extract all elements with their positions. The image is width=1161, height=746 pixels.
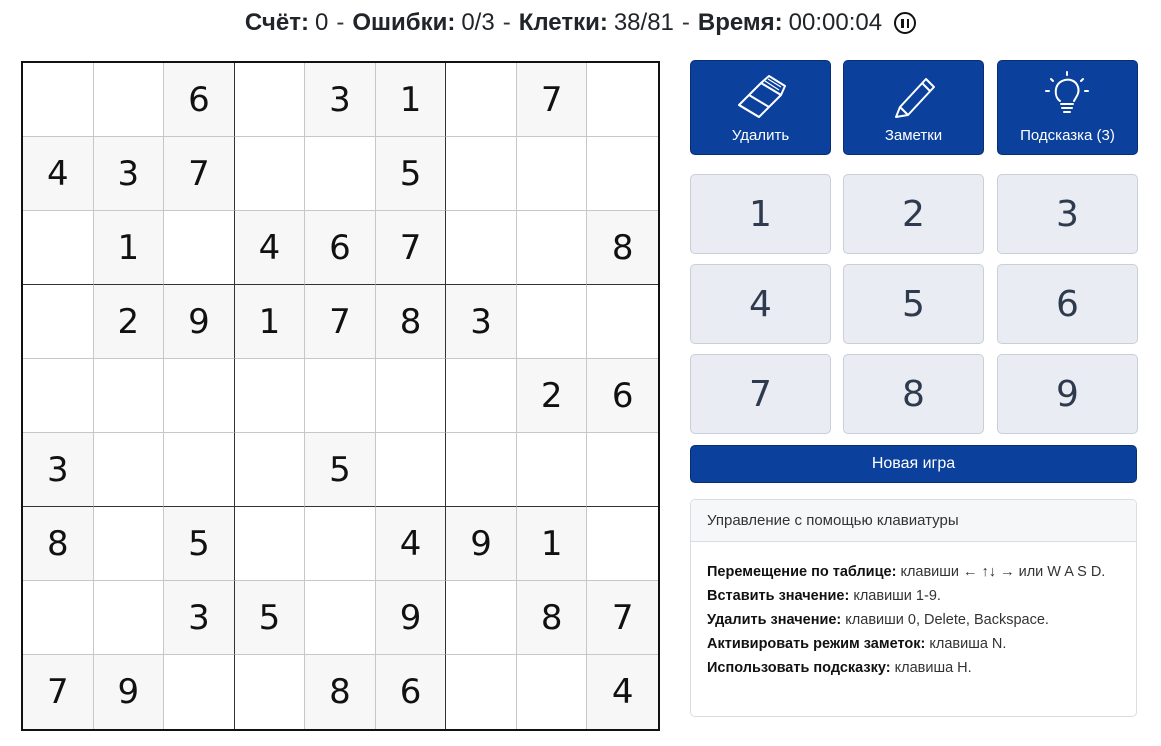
number-9-button[interactable]: 9 <box>997 354 1138 434</box>
sudoku-cell[interactable] <box>235 433 306 507</box>
sudoku-cell[interactable]: 8 <box>587 211 658 285</box>
time-value: 00:00:04 <box>788 9 883 36</box>
sudoku-cell[interactable]: 1 <box>94 211 165 285</box>
separator: - <box>681 9 690 36</box>
sudoku-cell[interactable] <box>517 211 588 285</box>
pencil-icon <box>888 71 940 121</box>
sudoku-cell[interactable]: 4 <box>376 507 447 581</box>
sudoku-cell[interactable] <box>235 137 306 211</box>
sudoku-cell[interactable] <box>446 137 517 211</box>
sudoku-cell[interactable] <box>587 285 658 359</box>
sudoku-cell[interactable]: 3 <box>446 285 517 359</box>
sudoku-cell[interactable]: 2 <box>94 285 165 359</box>
sudoku-cell[interactable] <box>305 507 376 581</box>
sudoku-cell[interactable]: 1 <box>517 507 588 581</box>
help-line-move <box>707 560 1120 584</box>
sudoku-cell[interactable] <box>164 359 235 433</box>
help-line-hint <box>707 656 1120 680</box>
sudoku-cell[interactable]: 6 <box>587 359 658 433</box>
sudoku-board <box>21 61 660 731</box>
sudoku-cell[interactable]: 5 <box>235 581 306 655</box>
sudoku-cell[interactable] <box>376 359 447 433</box>
sudoku-cell[interactable]: 8 <box>376 285 447 359</box>
score-label: Счёт: <box>244 9 309 36</box>
sudoku-cell[interactable] <box>517 433 588 507</box>
sudoku-cell[interactable] <box>305 137 376 211</box>
sudoku-cell[interactable] <box>446 581 517 655</box>
sudoku-cell[interactable] <box>23 285 94 359</box>
help-line-insert <box>707 584 1120 608</box>
sudoku-cell[interactable]: 9 <box>94 655 165 729</box>
sudoku-cell[interactable]: 4 <box>235 211 306 285</box>
sudoku-cell[interactable]: 4 <box>587 655 658 729</box>
sudoku-cell[interactable] <box>305 581 376 655</box>
sudoku-cell[interactable] <box>23 359 94 433</box>
sudoku-cell[interactable] <box>587 63 658 137</box>
separator: - <box>502 9 511 36</box>
errors-label: Ошибки: <box>352 9 456 36</box>
sudoku-cell[interactable]: 9 <box>164 285 235 359</box>
sudoku-cell[interactable]: 7 <box>305 285 376 359</box>
sudoku-cell[interactable] <box>94 359 165 433</box>
sudoku-cell[interactable] <box>164 433 235 507</box>
help-move-label: Перемещение по таблице: <box>707 564 897 580</box>
sudoku-cell[interactable] <box>517 137 588 211</box>
sudoku-cell[interactable]: 6 <box>164 63 235 137</box>
help-insert-label: Вставить значение: <box>707 588 850 604</box>
sudoku-cell[interactable] <box>23 211 94 285</box>
hint-button[interactable] <box>997 60 1138 155</box>
sudoku-cell[interactable]: 5 <box>164 507 235 581</box>
sudoku-cell[interactable] <box>446 359 517 433</box>
keyboard-help-card <box>690 499 1137 717</box>
sudoku-cell[interactable]: 5 <box>376 137 447 211</box>
number-5-button[interactable]: 5 <box>843 264 984 344</box>
sudoku-cell[interactable]: 4 <box>23 137 94 211</box>
sudoku-cell[interactable] <box>235 507 306 581</box>
sudoku-cell[interactable]: 7 <box>23 655 94 729</box>
sudoku-cell[interactable] <box>305 359 376 433</box>
help-line-delete <box>707 608 1120 632</box>
number-4-button[interactable]: 4 <box>690 264 831 344</box>
sudoku-cell[interactable] <box>94 433 165 507</box>
sudoku-cell[interactable] <box>94 63 165 137</box>
help-delete-text: клавиши 0, Delete, Backspace. <box>845 612 1049 628</box>
sudoku-cell[interactable] <box>517 655 588 729</box>
sudoku-cell[interactable] <box>164 655 235 729</box>
sudoku-cell[interactable]: 9 <box>446 507 517 581</box>
sudoku-cell[interactable]: 1 <box>376 63 447 137</box>
sudoku-cell[interactable]: 8 <box>23 507 94 581</box>
sudoku-cell[interactable]: 7 <box>376 211 447 285</box>
sudoku-cell[interactable] <box>376 433 447 507</box>
sudoku-cell[interactable]: 3 <box>164 581 235 655</box>
notes-label: Заметки <box>884 127 943 144</box>
sudoku-cell[interactable] <box>446 211 517 285</box>
pause-circle-icon[interactable] <box>894 12 916 34</box>
keyboard-help-body <box>691 542 1136 680</box>
erase-label: Удалить <box>731 127 790 144</box>
eraser-icon <box>735 71 787 121</box>
cells-value: 38/81 <box>613 9 674 36</box>
sudoku-cell[interactable]: 5 <box>305 433 376 507</box>
sudoku-cell[interactable] <box>23 581 94 655</box>
sudoku-cell[interactable] <box>94 581 165 655</box>
sudoku-cell[interactable]: 6 <box>376 655 447 729</box>
sudoku-cell[interactable]: 7 <box>587 581 658 655</box>
hint-label: Подсказка (3) <box>1020 127 1115 144</box>
number-7-button[interactable]: 7 <box>690 354 831 434</box>
sudoku-cell[interactable] <box>446 655 517 729</box>
help-move-text: клавиши ← ↑↓ → или W A S D. <box>900 564 1106 580</box>
sudoku-cell[interactable]: 7 <box>517 63 588 137</box>
sudoku-cell[interactable]: 6 <box>305 211 376 285</box>
sudoku-cell[interactable]: 3 <box>94 137 165 211</box>
sudoku-cell[interactable]: 3 <box>23 433 94 507</box>
sudoku-cell[interactable] <box>587 433 658 507</box>
help-hint-text: клавиша H. <box>894 660 972 676</box>
number-6-button[interactable]: 6 <box>997 264 1138 344</box>
separator: - <box>336 9 345 36</box>
sudoku-cell[interactable] <box>235 63 306 137</box>
errors-value: 0/3 <box>461 9 495 36</box>
notes-button[interactable] <box>843 60 984 155</box>
sudoku-cell[interactable]: 9 <box>376 581 447 655</box>
sudoku-cell[interactable]: 8 <box>517 581 588 655</box>
lightbulb-icon <box>1042 71 1094 121</box>
number-8-button[interactable]: 8 <box>843 354 984 434</box>
status-bar <box>0 4 1161 42</box>
help-insert-text: клавиши 1-9. <box>853 588 941 604</box>
help-hint-label: Использовать подсказку: <box>707 660 891 676</box>
number-2-button[interactable]: 2 <box>843 174 984 254</box>
new-game-button[interactable]: Новая игра <box>690 445 1137 483</box>
sudoku-cell[interactable] <box>587 137 658 211</box>
sudoku-cell[interactable]: 8 <box>305 655 376 729</box>
keyboard-help-title: Управление с помощью клавиатуры <box>691 500 1136 542</box>
number-3-button[interactable]: 3 <box>997 174 1138 254</box>
sudoku-cell[interactable] <box>23 63 94 137</box>
sudoku-cell[interactable] <box>164 211 235 285</box>
number-1-button[interactable]: 1 <box>690 174 831 254</box>
sudoku-cell[interactable]: 7 <box>164 137 235 211</box>
help-notes-label: Активировать режим заметок: <box>707 636 926 652</box>
help-delete-label: Удалить значение: <box>707 612 842 628</box>
sudoku-cell[interactable] <box>446 63 517 137</box>
sudoku-cell[interactable] <box>446 433 517 507</box>
sudoku-cell[interactable] <box>235 359 306 433</box>
sudoku-cell[interactable] <box>235 655 306 729</box>
sudoku-cell[interactable]: 1 <box>235 285 306 359</box>
sudoku-cell[interactable] <box>517 285 588 359</box>
erase-button[interactable] <box>690 60 831 155</box>
sudoku-cell[interactable] <box>587 507 658 581</box>
cells-label: Клетки: <box>518 9 608 36</box>
sudoku-cell[interactable]: 3 <box>305 63 376 137</box>
sudoku-cell[interactable]: 2 <box>517 359 588 433</box>
score-value: 0 <box>314 9 329 36</box>
help-notes-text: клавиша N. <box>929 636 1007 652</box>
sudoku-cell[interactable] <box>94 507 165 581</box>
help-line-notes <box>707 632 1120 656</box>
time-label: Время: <box>697 9 783 36</box>
